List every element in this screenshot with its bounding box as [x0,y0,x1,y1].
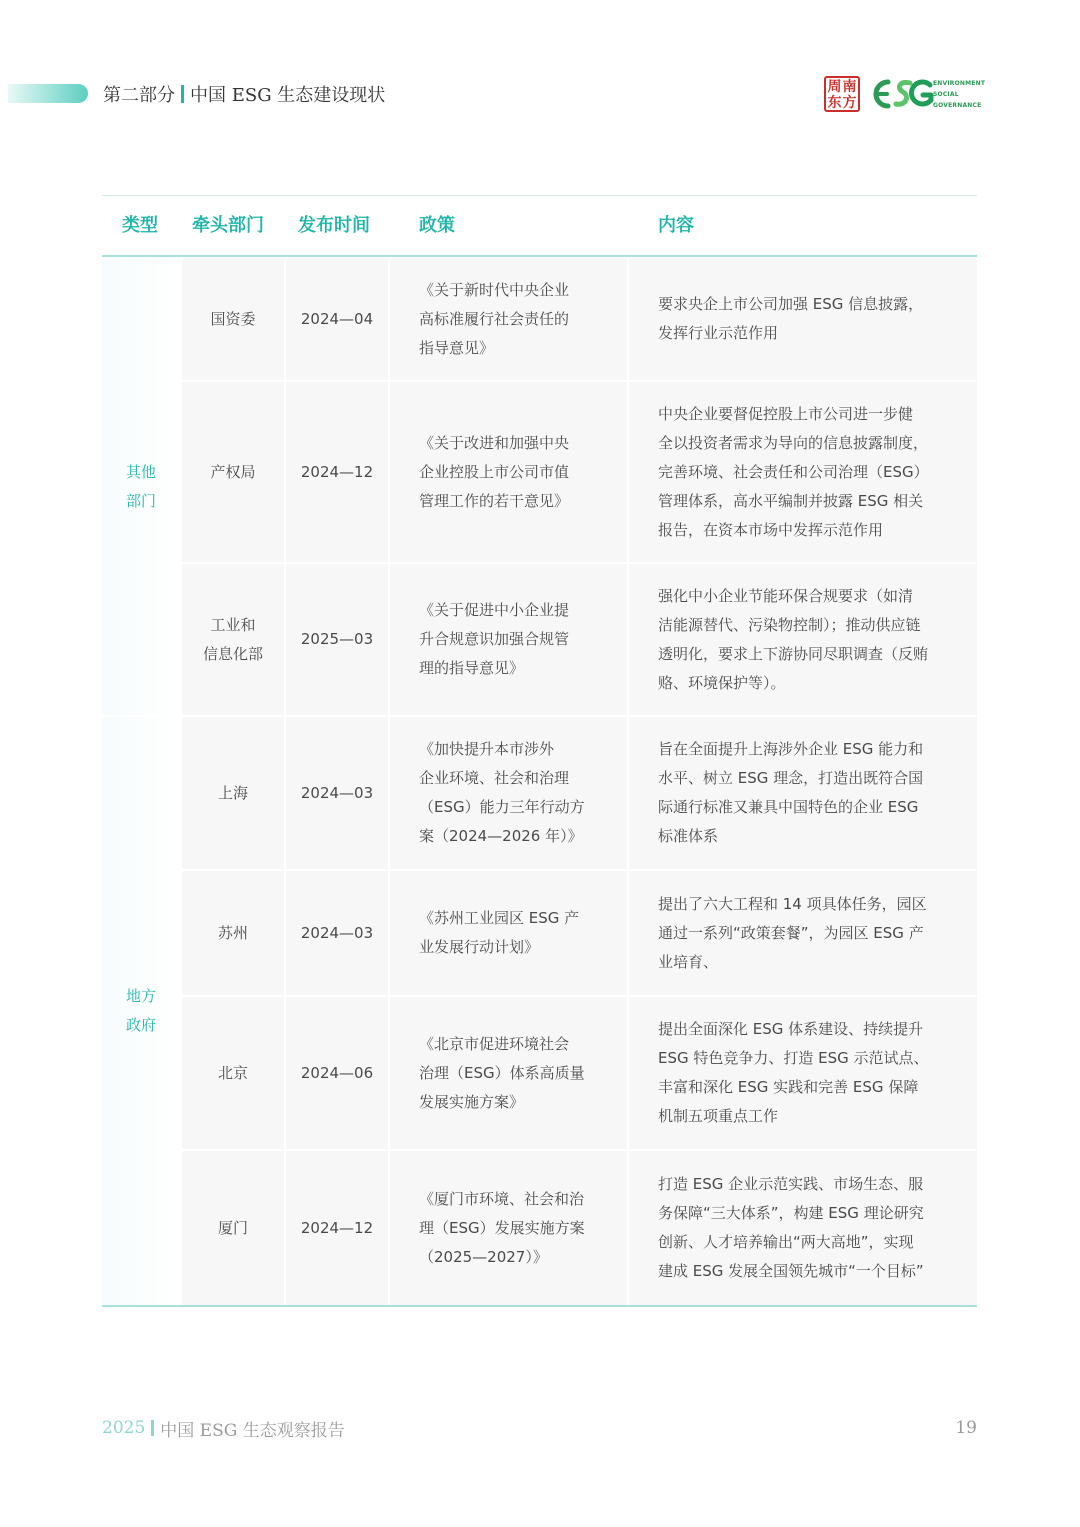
cell-policy [390,717,627,869]
cell-policy-text: 《关于促进中小企业提 升合规意识加强合规管 理的指导意见》 [419,601,570,677]
cell-policy [390,382,627,562]
logo-word: SOCIAL [933,91,959,98]
cell-content [629,997,977,1149]
cell-content [629,382,977,562]
cell-dept-text: 上海 [217,783,248,802]
cell-dept [182,871,284,995]
header-accent-bar [8,84,88,103]
cell-date-text: 2024—12 [300,1218,374,1237]
cell-policy-text: 《关于改进和加强中央 企业控股上市公司市值 管理工作的若干意见》 [419,433,570,510]
logo-word: ENVIRONMENT [933,80,986,87]
cell-dept-text: 国资委 [210,309,256,328]
cell-dept [182,717,284,869]
page-number: 19 [955,1418,977,1438]
column-header-content: 内容 [658,215,694,236]
cell-date [286,717,388,869]
cell-dept-text: 厦门 [217,1218,248,1237]
table-header-rule [102,255,977,257]
cell-content-text: 旨在全面提升上海涉外企业 ESG 能力和 水平、树立 ESG 理念，打造出既符合国 际通行标准又兼具中国特色的企业 ESG 标准体系 [658,740,924,845]
cell-date-text: 2025—03 [300,630,374,648]
cell-policy [390,997,627,1149]
cell-dept-text: 产权局 [210,462,256,481]
cell-dept [182,564,284,715]
type-label: 地方 政府 [125,987,156,1034]
cell-policy-text: 《关于新时代中央企业 高标准履行社会责任的 指导意见》 [419,280,570,357]
seal-char: 南 [842,79,857,95]
cell-dept [182,1151,284,1305]
cell-content-text: 中央企业要督促控股上市公司进一步健 全以投资者需求为导向的信息披露制度， 完善环境、社会责任和公司治理（ESG） 管理体系，高水平编制并披露 ESG 相关 报告，在资本市场中发挥示范作用 [658,404,929,539]
table-bottom-rule [102,1305,977,1307]
type-cell-other-depts [102,258,180,715]
cell-content [629,564,977,715]
cell-policy [390,871,627,995]
type-label: 其他 部门 [125,462,156,510]
footer-separator [151,1420,154,1436]
footer-year: 2025 [102,1418,146,1438]
esg-logo-words [933,78,985,111]
column-header-type: 类型 [122,215,158,236]
footer-report-title: 中国 ESG 生态观察报告 [160,1420,345,1441]
cell-date [286,997,388,1149]
section-title: 第二部分 [103,85,175,106]
cell-policy-text: 《加快提升本市涉外 企业环境、社会和治理 （ESG）能力三年行动方 案（2024—2026 年）》 [419,740,585,845]
cell-policy [390,258,627,380]
type-cell-local-gov [102,717,180,1305]
cell-date [286,382,388,562]
cell-dept-text: 苏州 [217,923,248,942]
cell-date [286,258,388,380]
cell-content-text: 要求央企上市公司加强 ESG 信息披露， 发挥行业示范作用 [658,295,924,342]
cell-date-text: 2024—06 [300,1063,374,1082]
cell-dept-text: 北京 [217,1063,248,1082]
cell-date-text: 2024—12 [300,462,374,481]
cell-content [629,871,977,995]
cell-date-text: 2024—04 [300,309,374,328]
column-header-date: 发布时间 [298,215,370,236]
cell-date [286,564,388,715]
cell-date [286,871,388,995]
cell-content [629,1151,977,1305]
cell-content-text: 提出全面深化 ESG 体系建设、持续提升 ESG 特色竞争力、打造 ESG 示范试点、 丰富和深化 ESG 实践和完善 ESG 保障 机制五项重点工作 [658,1020,929,1125]
cell-policy-text: 《北京市促进环境社会 治理（ESG）体系高质量 发展实施方案》 [419,1034,585,1111]
cell-policy [390,1151,627,1305]
seal-logo [824,76,860,112]
cell-dept [182,382,284,562]
cell-content [629,258,977,380]
seal-char: 东 [827,95,842,111]
header-separator [181,85,184,103]
cell-date [286,1151,388,1305]
section-header [103,80,385,108]
cell-content-text: 提出了六大工程和 14 项具体任务，园区 通过一系列“政策套餐”，为园区 ESG 产 业培育、 [658,894,927,971]
cell-dept [182,258,284,380]
seal-char: 方 [842,95,857,111]
column-header-policy: 政策 [419,215,455,236]
seal-char: 周 [827,79,842,95]
cell-dept-text: 工业和 信息化部 [202,615,263,663]
cell-policy [390,564,627,715]
section-subtitle: 中国 ESG 生态建设现状 [190,85,386,106]
table-header [102,196,977,255]
cell-date-text: 2024—03 [300,783,374,802]
cell-content-text: 强化中小企业节能环保合规要求（如清 洁能源替代、污染物控制）；推动供应链 透明化，要求上下游协同尽职调查（反贿 赂、环境保护等）。 [658,586,929,692]
column-header-dept: 牵头部门 [192,215,264,236]
cell-date-text: 2024—03 [300,923,374,942]
esg-logo-icon [870,76,934,112]
cell-content [629,717,977,869]
cell-policy-text: 《厦门市环境、社会和治 理（ESG）发展实施方案 （2025—2027）》 [419,1189,585,1266]
cell-policy-text: 《苏州工业园区 ESG 产 业发展行动计划》 [419,909,580,956]
logo-word: GOVERNANCE [933,102,982,109]
cell-dept [182,997,284,1149]
cell-content-text: 打造 ESG 企业示范实践、市场生态、服 务保障“三大体系”，构建 ESG 理论研究 创新、人才培养输出“两大高地”，实现 建成 ESG 发展全国领先城市“一个目标” [658,1175,924,1280]
footer [102,1416,345,1440]
